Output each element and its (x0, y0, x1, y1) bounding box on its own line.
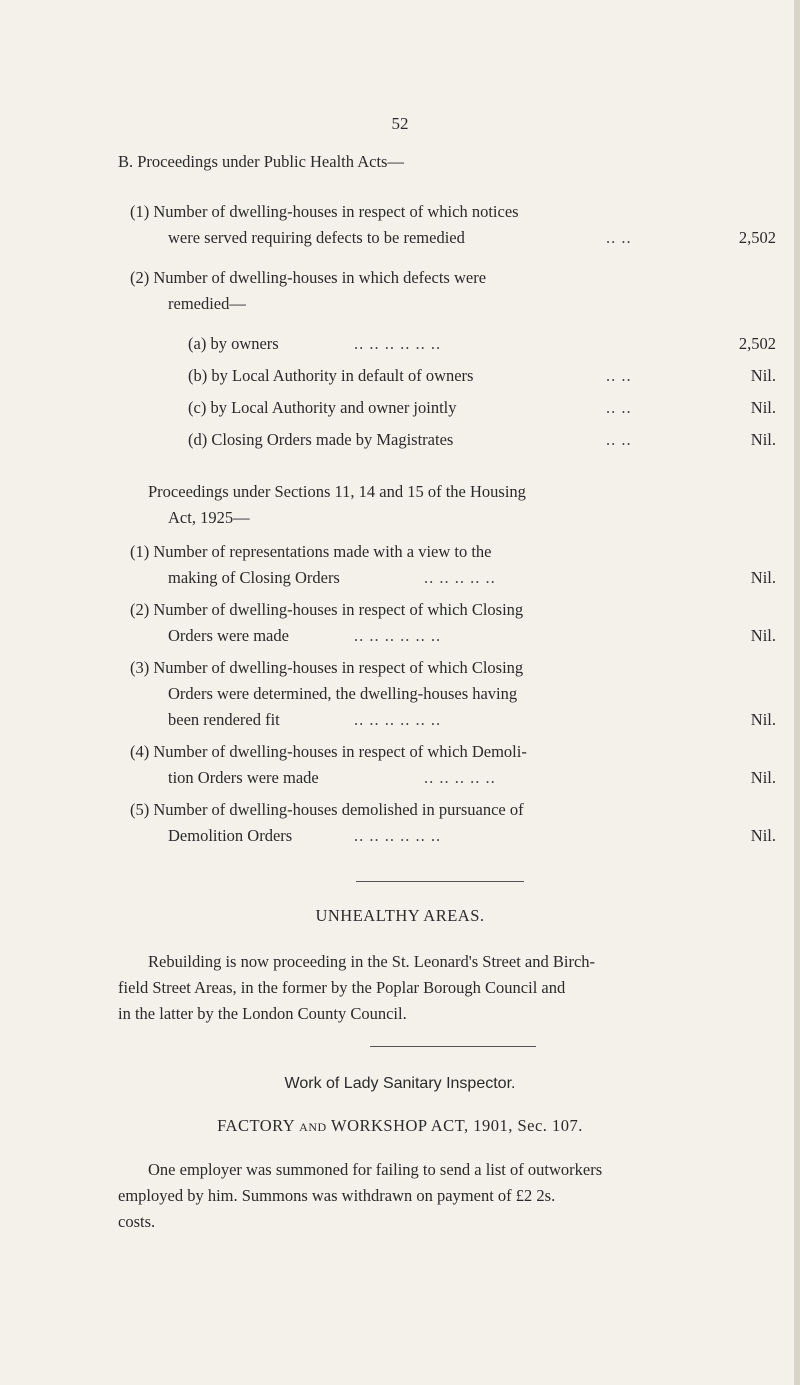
page-edge (794, 0, 800, 1385)
h-item2-line1: (2) Number of dwelling-houses in respect of which Closing (130, 600, 524, 619)
b-sub-c-value: Nil. (750, 398, 776, 417)
unhealthy-para-line3: in the latter by the London County Council. (118, 1004, 407, 1023)
b-sub-d-leader: .. .. (606, 430, 632, 449)
unhealthy-para-line2: field Street Areas, in the former by the Poplar Borough Council and (118, 978, 566, 997)
act-heading-part1: FACTORY (217, 1116, 295, 1135)
act-heading-part2: WORKSHOP ACT, 1901, Sec. 107. (331, 1116, 583, 1135)
divider-1 (356, 881, 524, 882)
h-item2-leader: .. .. .. .. .. .. (354, 626, 442, 645)
b-sub-d-label: (d) Closing Orders made by Magistrates (188, 430, 454, 449)
h-item4-leader: .. .. .. .. .. (424, 768, 496, 787)
h-item5-value: Nil. (750, 826, 776, 845)
h-item1-value: Nil. (750, 568, 776, 587)
h-item3-leader: .. .. .. .. .. .. (354, 710, 442, 729)
h-item4-line2: tion Orders were made (168, 768, 319, 787)
b-sub-b-label: (b) by Local Authority in default of owners (188, 366, 474, 385)
act-heading (0, 1114, 800, 1139)
h-item3-line3: been rendered fit (168, 710, 280, 729)
b-item1-line1: (1) Number of dwelling-houses in respect of which notices (130, 202, 519, 221)
section-b-heading: B. Proceedings under Public Health Acts— (118, 152, 404, 171)
h-item3-line2: Orders were determined, the dwelling-houses having (168, 684, 518, 703)
inspector-heading: Work of Lady Sanitary Inspector. (284, 1075, 516, 1092)
inspector-para-line1: One employer was summoned for failing to send a list of outworkers (148, 1160, 603, 1179)
b-sub-c-leader: .. .. (606, 398, 632, 417)
h-item1-leader: .. .. .. .. .. (424, 568, 496, 587)
h-item3-line1: (3) Number of dwelling-houses in respect of which Closing (130, 658, 524, 677)
housing-heading-line2: Act, 1925— (168, 508, 250, 527)
h-item1-line2: making of Closing Orders (168, 568, 340, 587)
b-sub-a-leader: .. .. .. .. .. .. (354, 334, 442, 353)
h-item5-line1: (5) Number of dwelling-houses demolished in pursuance of (130, 800, 524, 819)
b-sub-a-value: 2,502 (738, 334, 776, 353)
unhealthy-heading: UNHEALTHY AREAS. (315, 906, 485, 925)
housing-heading-line1: Proceedings under Sections 11, 14 and 15 of the Housing (148, 482, 526, 501)
unhealthy-para-line1: Rebuilding is now proceeding in the St. Leonard's Street and Birch- (148, 952, 596, 971)
page-number: 52 (391, 114, 409, 133)
b-item2-line2: remedied— (168, 294, 246, 313)
inspector-para-line3: costs. (118, 1212, 156, 1231)
h-item1-line1: (1) Number of representations made with a view to the (130, 542, 492, 561)
h-item4-value: Nil. (750, 768, 776, 787)
b-item1-value: 2,502 (738, 228, 776, 247)
b-item1-line2 (168, 226, 465, 250)
h-item5-leader: .. .. .. .. .. .. (354, 826, 442, 845)
b-sub-c-label: (c) by Local Authority and owner jointly (188, 398, 457, 417)
b-sub-a-label: (a) by owners (188, 334, 279, 353)
b-sub-b-value: Nil. (750, 366, 776, 385)
b-item1-text: were served requiring defects to be remedied (168, 228, 465, 247)
h-item2-line2: Orders were made (168, 626, 289, 645)
inspector-para-line2: employed by him. Summons was withdrawn on payment of £2 2s. (118, 1186, 556, 1205)
b-sub-b-leader: .. .. (606, 366, 632, 385)
divider-2 (370, 1046, 536, 1047)
h-item2-value: Nil. (750, 626, 776, 645)
b-item2-line1: (2) Number of dwelling-houses in which defects were (130, 268, 487, 287)
h-item3-value: Nil. (750, 710, 776, 729)
h-item5-line2: Demolition Orders (168, 826, 293, 845)
b-sub-d-value: Nil. (750, 430, 776, 449)
h-item4-line1: (4) Number of dwelling-houses in respect of which Demoli- (130, 742, 527, 761)
act-heading-and: AND (299, 1120, 327, 1134)
b-item1-leader: .. .. (606, 228, 632, 247)
